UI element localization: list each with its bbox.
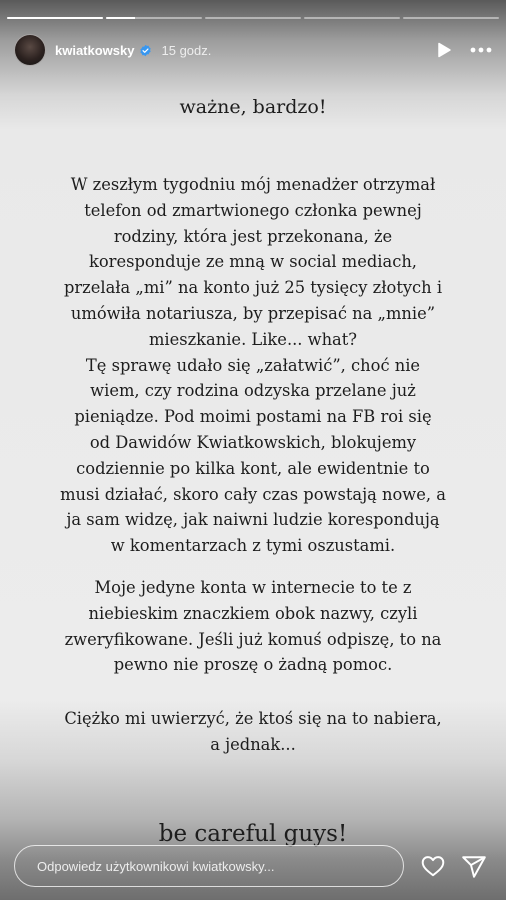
avatar[interactable] <box>14 34 46 66</box>
story-paragraph: W zeszłym tygodniu mój menadżer otrzymał telefon od zmartwionego członka pewnej rodziny, która jest przekonana, że koresponduje ze mną w social mediach, przelała „mi” na konto już 25 tysięcy złotych i umówiła notariusza, by przepisać na „mnie” mieszkanie. Like... what? Tę sprawę udało się „załatwić”, choć nie wiem, czy rodzina odzyska przelane już pieniądze. Pod moimi postami na FB roi się od Dawidów Kwiatkowskich, blokujemy codziennie po kilka kont, ale ewidentnie to musi działać, skoro cały czas powstają nowe, a ja sam widzę, jak naiwni ludzie korespondują w komentarzach z tymi oszustami. <box>60 175 446 556</box>
progress-segment <box>7 17 103 19</box>
progress-segment <box>304 17 400 19</box>
story-progress-bar <box>7 17 499 20</box>
story-title: ważne, bardzo! <box>179 96 327 118</box>
verified-badge-icon <box>139 44 152 57</box>
heart-icon[interactable] <box>420 853 446 879</box>
progress-fill <box>7 17 103 19</box>
progress-fill <box>106 17 135 19</box>
reply-input[interactable] <box>35 858 403 875</box>
play-icon[interactable] <box>436 42 452 58</box>
progress-segment <box>106 17 202 19</box>
progress-segment <box>205 17 301 19</box>
story-paragraph: Ciężko mi uwierzyć, że ktoś się na to nabiera, a jednak... <box>64 709 442 754</box>
progress-segment <box>403 17 499 19</box>
send-icon[interactable] <box>461 854 487 880</box>
post-time: 15 godz. <box>161 42 212 58</box>
story-header <box>14 32 492 68</box>
story-text-content <box>0 92 506 847</box>
reply-field[interactable] <box>14 845 404 887</box>
username[interactable]: kwiatkowsky <box>55 42 135 58</box>
story-paragraph: Moje jedyne konta w internecie to te z niebieskim znaczkiem obok nazwy, czyli zweryfikowane. Jeśli już komuś odpiszę, to na pewno nie proszę o żadną pomoc. <box>64 578 442 675</box>
story-closing: be careful guys! <box>158 821 348 847</box>
more-icon[interactable] <box>470 47 492 53</box>
